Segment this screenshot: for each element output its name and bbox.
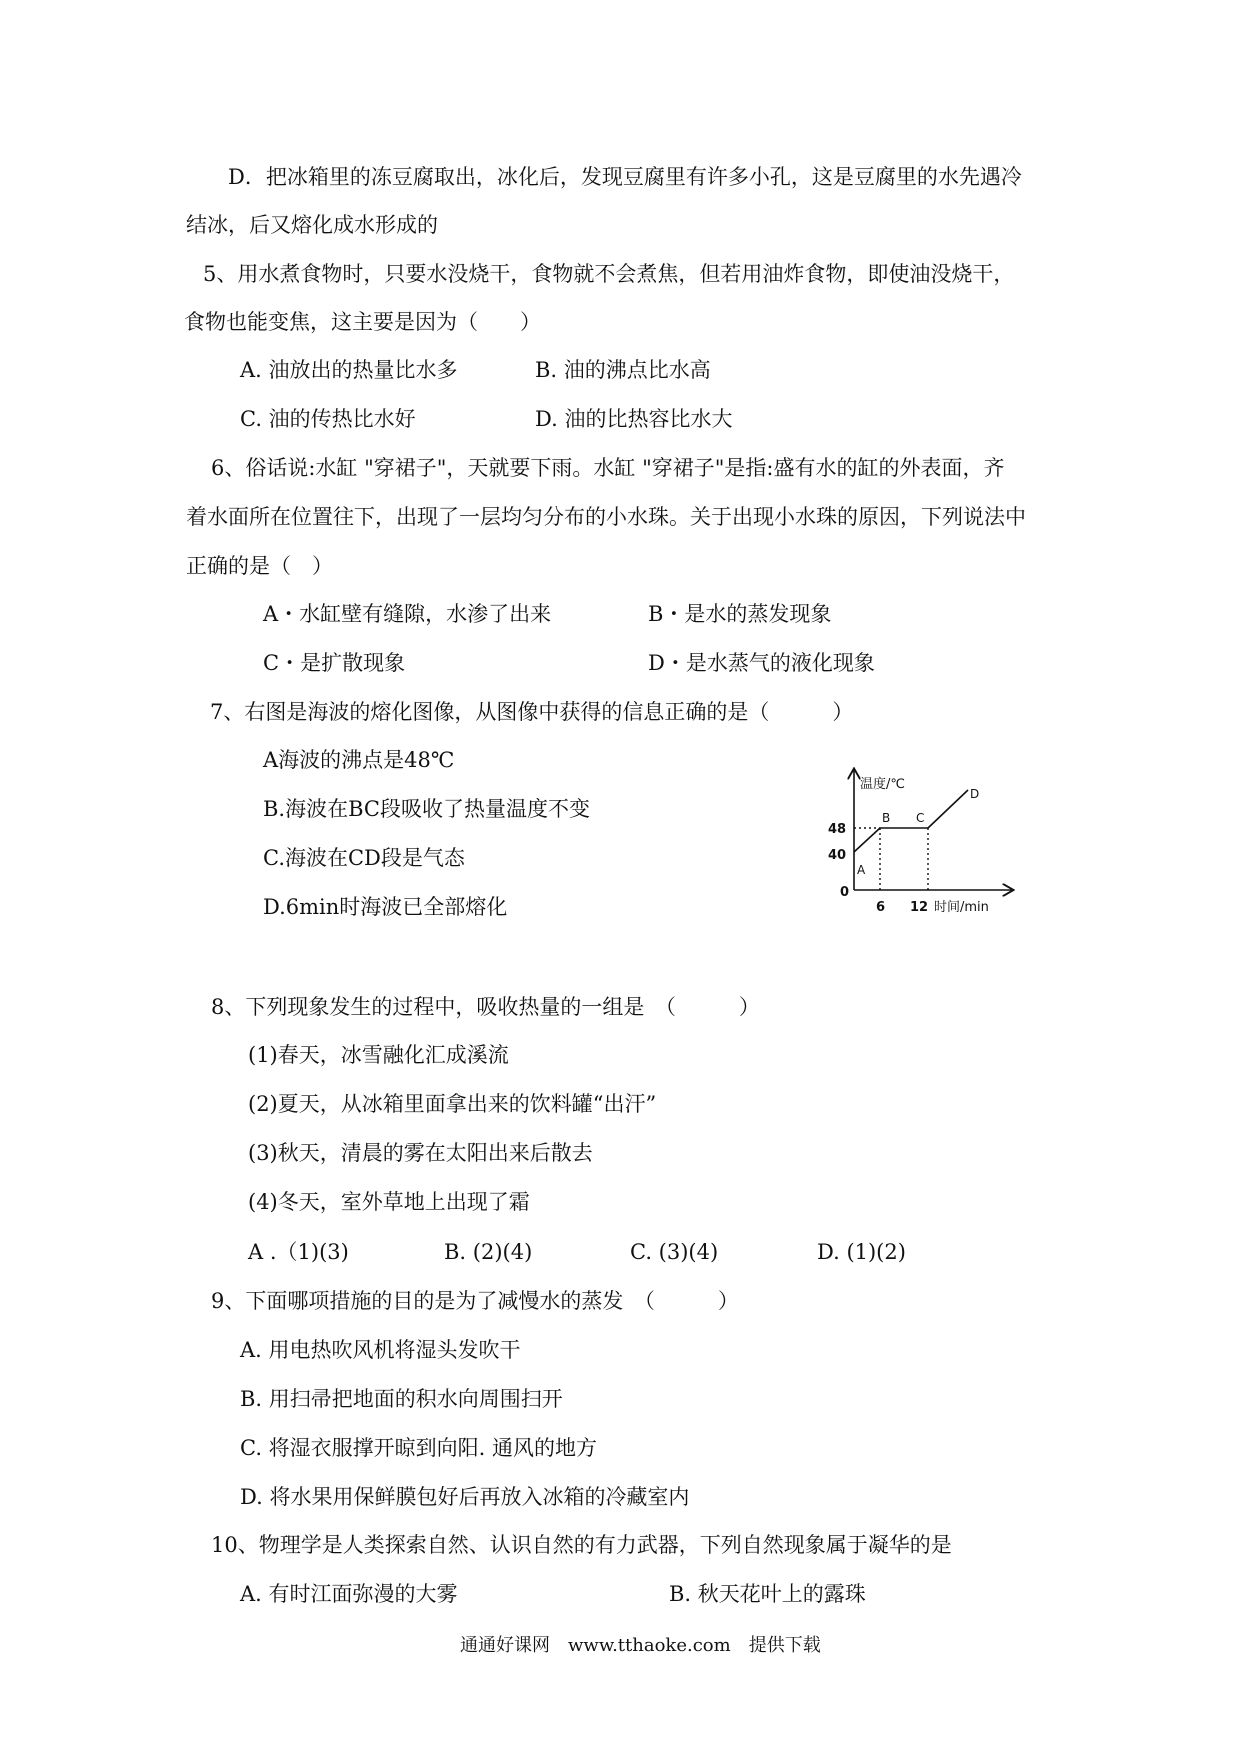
q5-stem-line2: 食物也能变焦，这主要是因为（ ） (184, 310, 541, 334)
q9-option-a: A. 用电热吹风机将湿头发吹干 (240, 1338, 521, 1362)
q5-option-a: A. 油放出的热量比水多 (240, 358, 458, 382)
q4-option-d-line1: D．把冰箱里的冻豆腐取出，冰化后，发现豆腐里有许多小孔，这是豆腐里的水先遇冷 (228, 165, 1022, 189)
q7-option-c: C.海波在CD段是气态 (263, 846, 465, 870)
q6-option-c: C・是扩散现象 (263, 651, 406, 675)
q8-option-c: C. (3)(4) (630, 1240, 719, 1264)
q8-item-1: (1)春天，冰雪融化汇成溪流 (248, 1043, 509, 1067)
q8-option-d: D. (1)(2) (817, 1240, 906, 1264)
q8-option-b: B. (2)(4) (444, 1240, 533, 1264)
q4-option-d-line2: 结冰，后又熔化成水形成的 (186, 213, 438, 237)
q9-option-d: D. 将水果用保鲜膜包好后再放入冰箱的冷藏室内 (240, 1485, 690, 1509)
q9-option-c: C. 将湿衣服撑开晾到向阳. 通风的地方 (240, 1436, 598, 1460)
q10-stem: 10、物理学是人类探索自然、认识自然的有力武器，下列自然现象属于凝华的是 (211, 1533, 952, 1557)
q6-option-b: B・是水的蒸发现象 (648, 602, 832, 626)
q8-option-a: A .（1)(3) (248, 1240, 349, 1264)
q5-option-d: D. 油的比热容比水大 (535, 407, 733, 431)
point-label-a: A (857, 863, 866, 877)
q6-option-a: A・水缸壁有缝隙，水渗了出来 (263, 602, 552, 626)
q8-item-4: (4)冬天，室外草地上出现了霜 (248, 1190, 530, 1214)
q10-option-b: B. 秋天花叶上的露珠 (669, 1582, 866, 1606)
x-axis-label: 时间/min (934, 900, 989, 915)
q7-option-b: B.海波在BC段吸收了热量温度不变 (263, 797, 590, 821)
q9-option-b: B. 用扫帚把地面的积水向周围扫开 (240, 1387, 563, 1411)
q7-stem: 7、右图是海波的熔化图像，从图像中获得的信息正确的是（ ） (210, 700, 854, 724)
q9-stem: 9、下面哪项措施的目的是为了减慢水的蒸发 （ ） (211, 1289, 739, 1313)
y-tick-48: 48 (828, 822, 847, 837)
q8-stem: 8、下列现象发生的过程中，吸收热量的一组是 （ ） (211, 995, 760, 1019)
x-tick-12: 12 (910, 900, 929, 915)
q5-option-b: B. 油的沸点比水高 (535, 358, 711, 382)
q10-option-a: A. 有时江面弥漫的大雾 (240, 1582, 458, 1606)
q6-option-d: D・是水蒸气的液化现象 (648, 651, 875, 675)
q5-stem-line1: 5、用水煮食物时，只要水没烧干，食物就不会煮焦，但若用油炸食物，即使油没烧干， (203, 262, 1015, 286)
point-label-c: C (916, 811, 925, 825)
page-footer: 通通好课网 www.tthaoke.com 提供下载 (460, 1635, 821, 1656)
q6-stem-line2: 着水面所在位置往下，出现了一层均匀分布的小水珠。关于出现小水珠的原因，下列说法中 (186, 505, 1026, 529)
segment-ab (854, 828, 880, 852)
q6-stem-line3: 正确的是（ ） (186, 554, 333, 578)
x-tick-6: 6 (876, 900, 886, 915)
point-label-b: B (882, 811, 891, 825)
q7-option-a: A海波的沸点是48℃ (263, 748, 455, 772)
y-axis-label: 温度/℃ (860, 777, 905, 792)
point-label-d: D (970, 787, 980, 801)
melting-graph (820, 760, 1020, 920)
y-tick-40: 40 (828, 848, 847, 863)
segment-cd (928, 790, 968, 828)
q8-item-2: (2)夏天，从冰箱里面拿出来的饮料罐“出汗” (248, 1092, 657, 1116)
q7-option-d: D.6min时海波已全部熔化 (263, 895, 508, 919)
q5-option-c: C. 油的传热比水好 (240, 407, 416, 431)
origin-label: 0 (840, 885, 850, 900)
q6-stem-line1: 6、俗话说:水缸 "穿裙子"，天就要下雨。水缸 "穿裙子"是指:盛有水的缸的外表面，齐 (211, 456, 1005, 480)
q8-item-3: (3)秋天，清晨的雾在太阳出来后散去 (248, 1141, 593, 1165)
